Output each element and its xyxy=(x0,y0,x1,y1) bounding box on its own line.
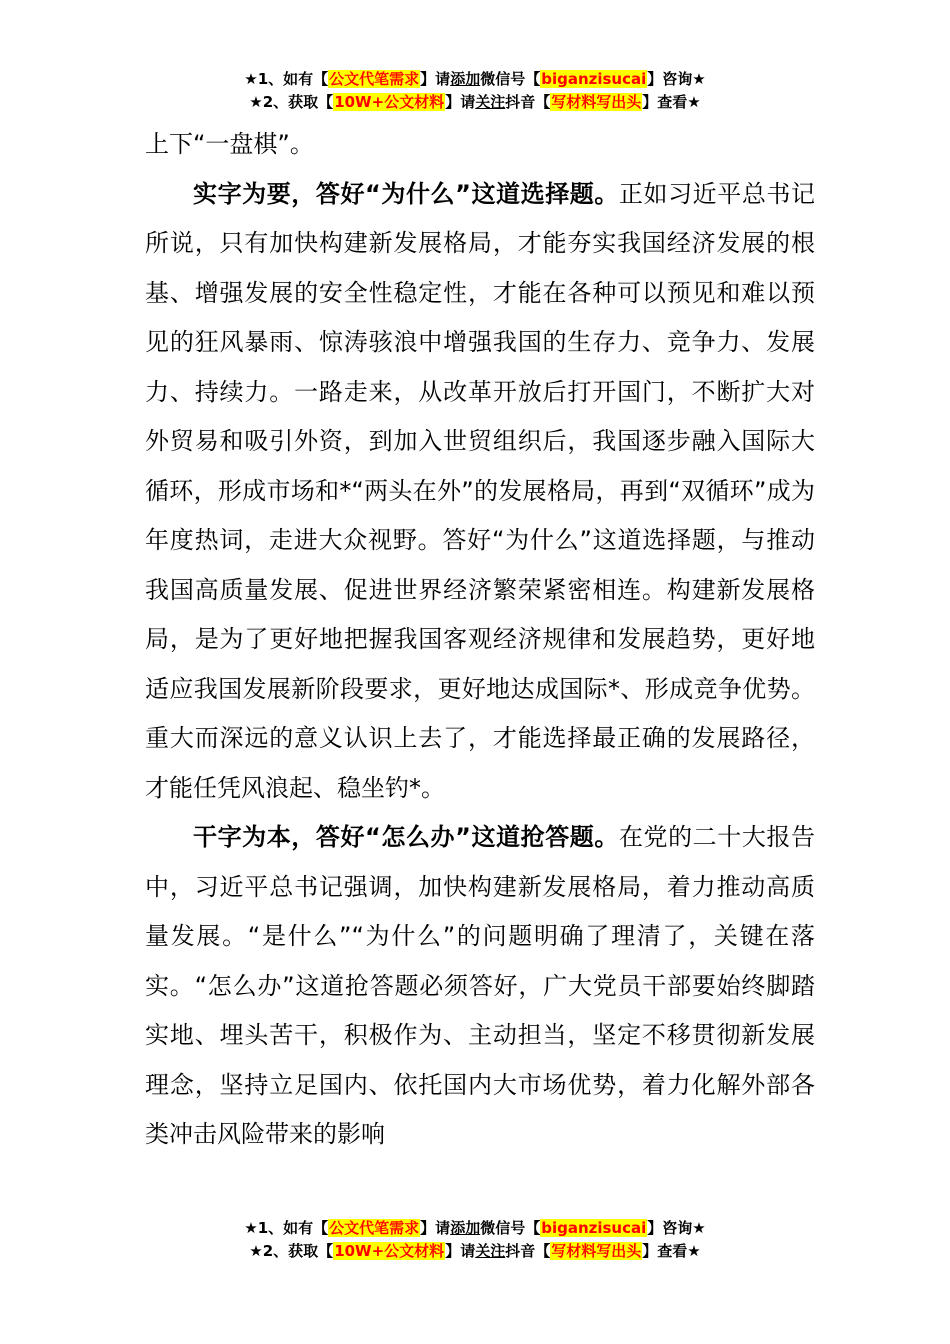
promo-line-2 xyxy=(0,1240,950,1263)
promo-text: 】查看★ xyxy=(642,93,701,111)
promo-text: 】请 xyxy=(420,1219,451,1237)
wechat-id-highlight: biganzisucai xyxy=(541,1219,647,1237)
underlined-text: 添加 xyxy=(450,1219,481,1237)
underlined-text: 添加 xyxy=(450,70,481,88)
promo-line-1 xyxy=(0,1217,950,1240)
douyin-id-highlight: 写材料写出头 xyxy=(551,93,642,111)
promo-text: 微信号【 xyxy=(480,1219,541,1237)
document-body xyxy=(145,120,815,1160)
promo-line-2 xyxy=(0,91,950,114)
bottom-promo-banner xyxy=(0,1217,950,1263)
paragraph-why xyxy=(145,170,815,814)
promo-text: 微信号【 xyxy=(480,70,541,88)
promo-text: 】请 xyxy=(445,1242,476,1260)
wechat-id-highlight: biganzisucai xyxy=(541,70,647,88)
section-heading-how: 干字为本，答好“怎么办”这道抢答题。 xyxy=(193,823,619,851)
underlined-text: 关注 xyxy=(475,93,506,111)
paragraph-continuation: 上下“一盘棋”。 xyxy=(145,130,314,158)
top-promo-banner xyxy=(0,68,950,114)
promo-text: ★1、如有【 xyxy=(244,70,329,88)
promo-text: ★2、获取【 xyxy=(249,93,334,111)
promo-text: 】请 xyxy=(420,70,451,88)
underlined-text: 关注 xyxy=(475,1242,506,1260)
paragraph-how xyxy=(145,813,815,1160)
promo-text: 】咨询★ xyxy=(647,1219,706,1237)
promo-text: 】查看★ xyxy=(642,1242,701,1260)
highlight-text: 公文代笔需求 xyxy=(329,70,420,88)
promo-line-1 xyxy=(0,68,950,91)
promo-text: ★2、获取【 xyxy=(249,1242,334,1260)
paragraph-text: 正如习近平总书记所说，只有加快构建新发展格局，才能夯实我国经济发展的根基、增强发展的安全性稳定性，才能在各种可以预见和难以预见的狂风暴雨、惊涛骇浪中增强我国的生存力、竞争力、发展力、持续力。一路走来，从改革开放后打开国门，不断扩大对外贸易和吸引外资，到加入世贸组织后，我国逐步融入国际大循环，形成市场和*“两头在外”的发展格局，再到“双循环”成为年度热词，走进大众视野。答好“为什么”这道选择题，与推动我国高质量发展、促进世界经济繁荣紧密相连。构建新发展格局，是为了更好地把握我国客观经济规律和发展趋势，更好地适应我国发展新阶段要求，更好地达成国际*、形成竞争优势。重大而深远的意义认识上去了，才能选择最正确的发展路径，才能任凭风浪起、稳坐钓*。 xyxy=(145,179,815,802)
promo-text: ★1、如有【 xyxy=(244,1219,329,1237)
highlight-text: 公文代笔需求 xyxy=(329,1219,420,1237)
highlight-text: 10W+公文材料 xyxy=(334,1242,445,1260)
paragraph-text: 在党的二十大报告中，习近平总书记强调，加快构建新发展格局，着力推动高质量发展。“是什么”“为什么”的问题明确了理清了，关键在落实。“怎么办”这道抢答题必须答好，广大党员干部要始终脚踏实地、埋头苦干，积极作为、主动担当，坚定不移贯彻新发展理念，坚持立足国内、依托国内大市场优势，着力化解外部各类冲击风险带来的影响 xyxy=(145,823,815,1148)
promo-text: 抖音【 xyxy=(505,93,551,111)
section-heading-why: 实字为要，答好“为什么”这道选择题。 xyxy=(193,179,619,208)
highlight-text: 10W+公文材料 xyxy=(334,93,445,111)
promo-text: 】咨询★ xyxy=(647,70,706,88)
promo-text: 】请 xyxy=(445,93,476,111)
promo-text: 抖音【 xyxy=(505,1242,551,1260)
douyin-id-highlight: 写材料写出头 xyxy=(551,1242,642,1260)
